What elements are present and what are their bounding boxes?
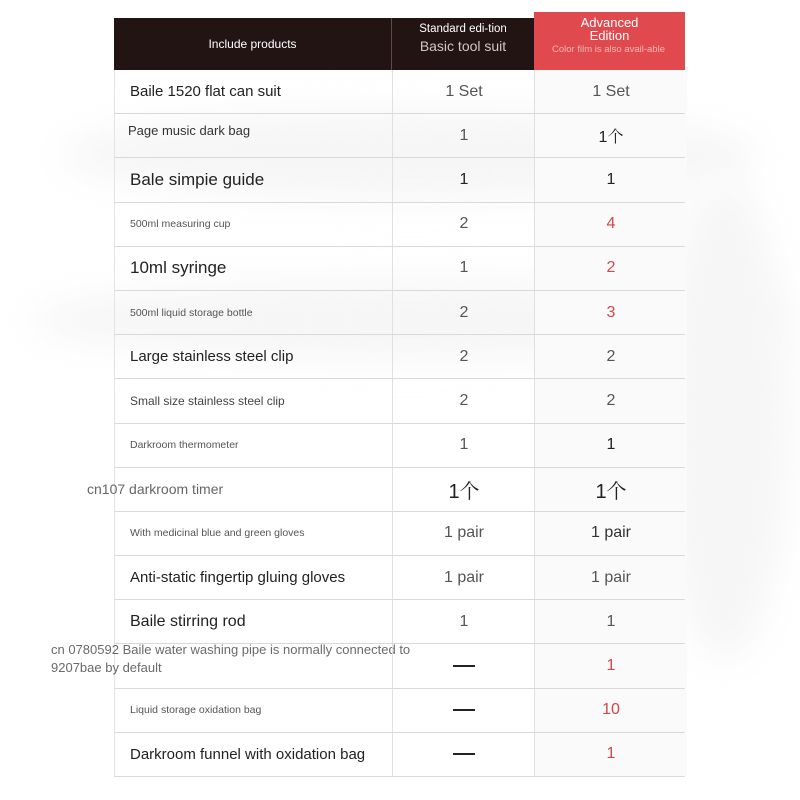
dash-mark — [453, 665, 475, 667]
product-name: cn 0780592 Baile water washing pipe is normally connected to 9207bae by default — [51, 642, 411, 676]
advanced-qty: 1 pair — [534, 512, 687, 555]
header-standard-edition — [391, 18, 534, 70]
product-name: cn107 darkroom timer — [87, 481, 224, 498]
standard-qty — [392, 733, 535, 776]
product-name: Darkroom thermometer — [130, 439, 239, 452]
advanced-qty: 1 Set — [534, 70, 687, 113]
standard-qty: 1 — [392, 247, 535, 290]
advanced-qty: 3 — [534, 291, 687, 334]
standard-qty: 1 pair — [392, 556, 535, 599]
table-row — [51, 642, 685, 688]
product-name: Baile 1520 flat can suit — [130, 83, 281, 101]
advanced-qty: 1 — [534, 644, 687, 687]
product-name: 500ml liquid storage bottle — [130, 306, 253, 319]
standard-qty — [392, 689, 535, 732]
advanced-qty: 2 — [534, 335, 687, 378]
product-name: Page music dark bag — [128, 123, 251, 139]
standard-qty: 2 — [392, 335, 535, 378]
header-include-products: Include products — [208, 37, 297, 51]
table-header — [114, 15, 685, 70]
table-row — [87, 468, 685, 512]
advanced-qty: 1个 — [534, 468, 687, 511]
advanced-qty: 1 — [534, 733, 687, 776]
table-row — [114, 600, 685, 644]
standard-qty — [392, 644, 535, 687]
product-name: Darkroom funnel with oxidation bag — [130, 745, 366, 763]
table-row — [114, 247, 685, 291]
standard-qty: 1 Set — [392, 70, 535, 113]
header-advanced-edition — [534, 12, 685, 70]
table-row — [114, 203, 685, 247]
standard-qty: 2 — [392, 203, 535, 246]
product-name: 10ml syringe — [130, 258, 227, 278]
product-name: Baile stirring rod — [130, 612, 246, 630]
table-row — [114, 733, 685, 777]
table-row — [114, 158, 685, 202]
advanced-qty: 10 — [534, 689, 687, 732]
standard-qty: 2 — [392, 379, 535, 422]
product-name: Liquid storage oxidation bag — [130, 704, 262, 717]
product-comparison-table — [51, 15, 685, 777]
product-name: Small size stainless steel clip — [130, 393, 285, 408]
advanced-qty: 2 — [534, 247, 687, 290]
standard-edition-title: Standard edi-tion — [419, 23, 507, 35]
dash-mark — [453, 709, 475, 711]
advanced-qty: 1 — [534, 424, 687, 467]
advanced-qty: 1 pair — [534, 556, 687, 599]
table-row — [114, 556, 685, 600]
table-row — [114, 689, 685, 733]
table-row — [114, 424, 685, 468]
advanced-qty: 1 — [534, 600, 687, 643]
standard-qty: 1 pair — [392, 512, 535, 555]
standard-qty: 1个 — [392, 468, 535, 511]
product-name: Large stainless steel clip — [130, 348, 294, 366]
table-row — [114, 335, 685, 379]
product-name: 500ml measuring cup — [130, 218, 231, 231]
table-row — [114, 114, 685, 158]
advanced-qty: 2 — [534, 379, 687, 422]
standard-qty: 2 — [392, 291, 535, 334]
table-row — [114, 379, 685, 423]
table-row — [114, 291, 685, 335]
advanced-qty: 1个 — [534, 114, 687, 157]
standard-qty: 1 — [392, 424, 535, 467]
advanced-edition-note: Color film is also avail-able — [552, 44, 665, 55]
advanced-edition-title: Advanced Edition — [580, 15, 639, 43]
standard-qty: 1 — [392, 114, 535, 157]
product-name: Bale simpie guide — [130, 169, 265, 189]
advanced-qty: 1 — [534, 158, 687, 201]
table-row — [114, 70, 685, 114]
standard-qty: 1 — [392, 600, 535, 643]
standard-edition-subtitle: Basic tool suit — [419, 38, 507, 54]
advanced-qty: 4 — [534, 203, 687, 246]
product-name: Anti-static fingertip gluing gloves — [130, 569, 346, 587]
standard-qty: 1 — [392, 158, 535, 201]
product-name: With medicinal blue and green gloves — [130, 527, 305, 540]
dash-mark — [453, 753, 475, 755]
table-row — [114, 512, 685, 556]
